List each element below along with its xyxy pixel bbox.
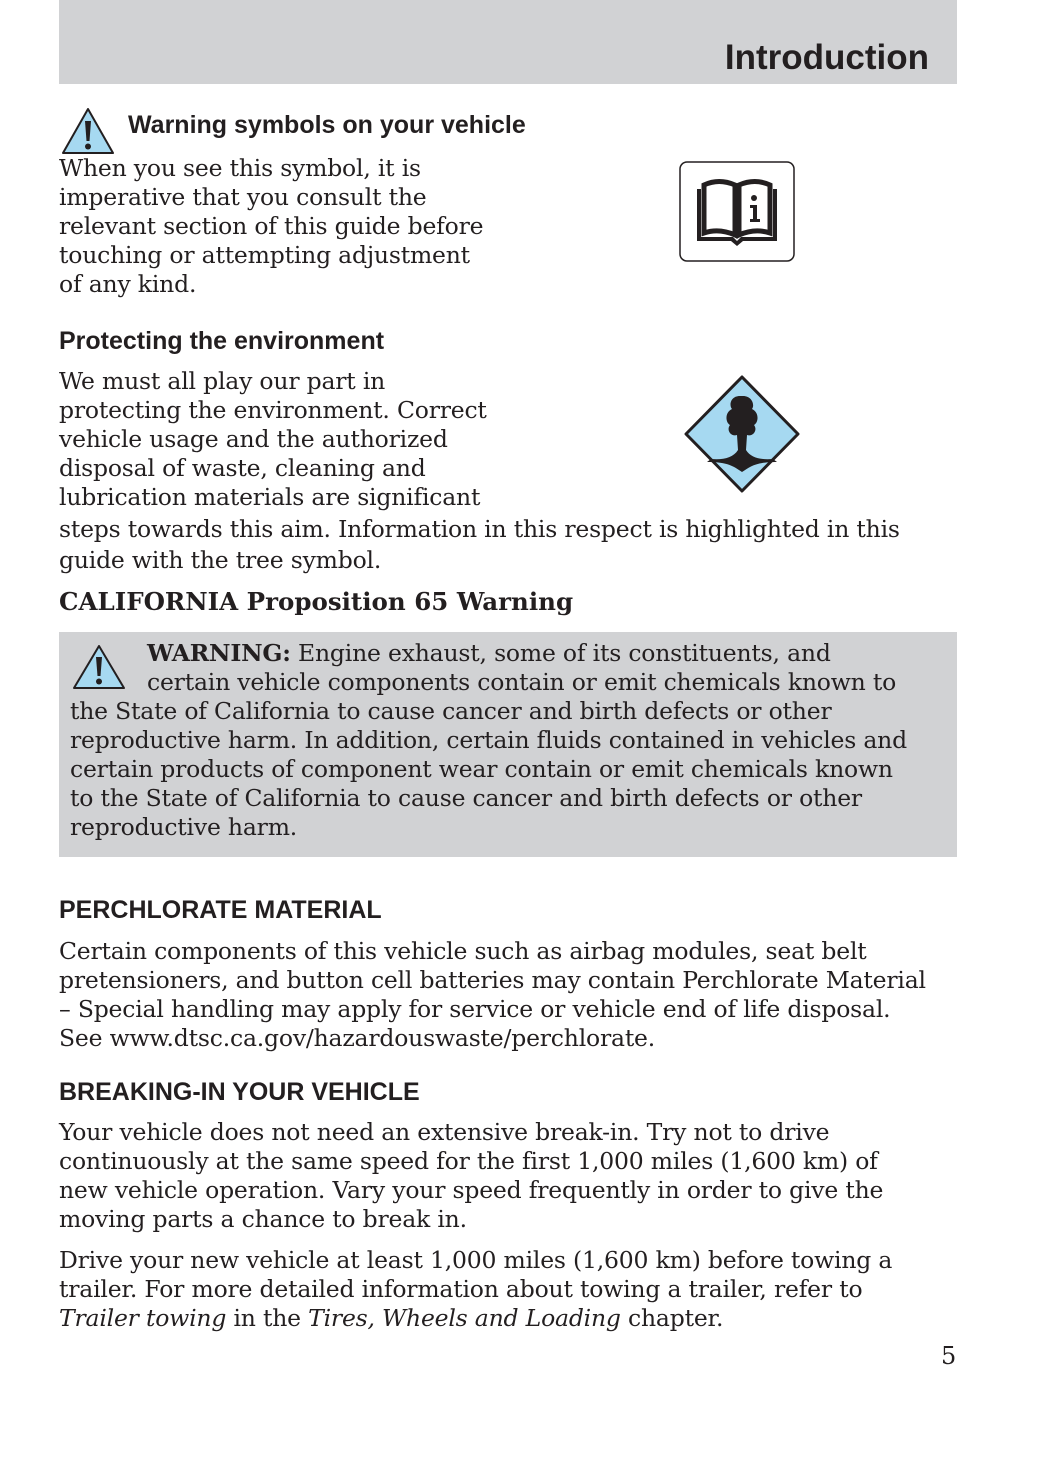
- prop65-warning-text-indented: certain vehicle components contain or emit chemicals known to: [147, 668, 897, 696]
- trailer-towing-reference: Trailer towing: [59, 1304, 227, 1332]
- warning-symbols-text: When you see this symbol, it is imperative that you consult the relevant section of this guide before touching or attempting adjustment of any kind.: [59, 154, 484, 298]
- prop65-warning-first-line: WARNING: Engine exhaust, some of its constituents, and: [147, 639, 831, 667]
- warning-symbols-heading: Warning symbols on your vehicle: [128, 111, 526, 139]
- environment-heading: Protecting the environment: [59, 327, 385, 355]
- warning-triangle-icon: [71, 643, 127, 691]
- chapter-title: Introduction: [724, 38, 929, 77]
- prop65-heading: CALIFORNIA Proposition 65 Warning: [59, 587, 574, 616]
- page-number: 5: [941, 1342, 957, 1370]
- breakin-heading: BREAKING-IN YOUR VEHICLE: [59, 1078, 420, 1106]
- warning-triangle-icon: [60, 106, 116, 156]
- breakin-towing-text: Drive your new vehicle at least 1,000 miles (1,600 km) before towing a trailer. For more detailed information about towing a trailer, refer to Trailer towing in the Tires, Wheels and Loading chapter.: [59, 1246, 893, 1332]
- prop65-warning-text: the State of California to cause cancer and birth defects or other reproductive harm. In addition, certain fluids contained in vehicles and certain products of component wear contain or emit chemicals known to the State of California to cause cancer and birth defects or other reproductive harm.: [70, 697, 907, 841]
- environment-text: We must all play our part in protecting the environment. Correct vehicle usage and the authorized disposal of waste, cleaning and lubrication materials are significant steps towards this aim. Information in this respect is highlighted in this guide with the tree symbol.: [59, 367, 900, 574]
- tree-environment-icon: [683, 374, 801, 494]
- chapter-reference: Tires, Wheels and Loading: [308, 1304, 621, 1332]
- owner-guide-book-icon: [679, 161, 795, 262]
- chapter-header: [59, 0, 957, 84]
- warning-label: WARNING:: [147, 639, 291, 667]
- perchlorate-text: Certain components of this vehicle such as airbag modules, seat belt pretensioners, and button cell batteries may contain Perchlorate Material – Special handling may apply for service or vehicle end of life disposal. See www.dtsc.ca.gov/hazardouswaste/perchlorate.: [59, 937, 926, 1052]
- breakin-text: Your vehicle does not need an extensive break-in. Try not to drive continuously at the same speed for the first 1,000 miles (1,600 km) of new vehicle operation. Vary your speed frequently in order to give the moving parts a chance to break in.: [59, 1118, 884, 1233]
- perchlorate-heading: PERCHLORATE MATERIAL: [59, 896, 382, 924]
